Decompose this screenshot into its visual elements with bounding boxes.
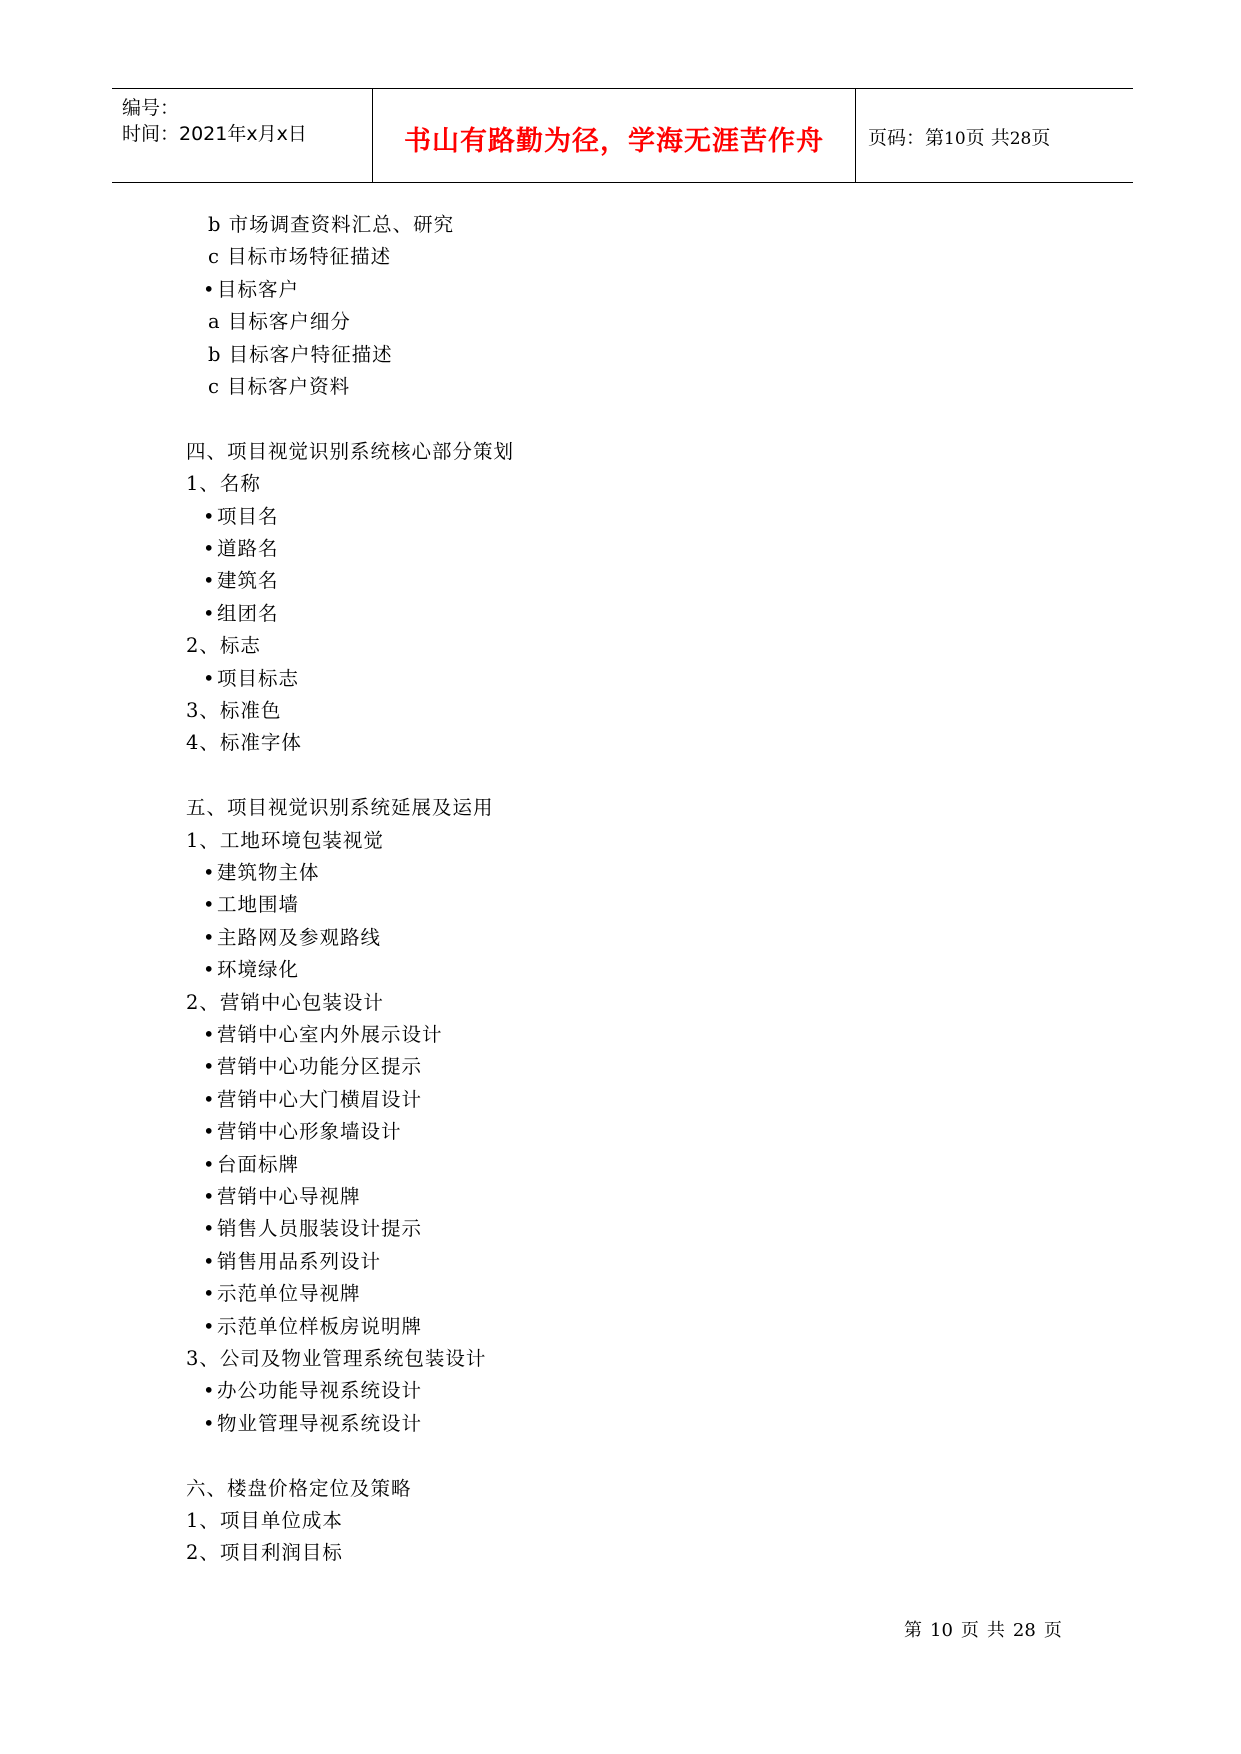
item-text: 工地围墙 [217,893,300,917]
item-text: 营销中心功能分区提示 [217,1055,423,1079]
bullet-item [203,1149,299,1181]
footer-current: 10 [930,1620,953,1641]
bullet-item [203,1408,422,1440]
bullet-icon: • [203,666,216,690]
item-text: 四、项目视觉识别系统核心部分策划 [186,439,515,463]
bullet-icon: • [203,1249,216,1273]
footer-gong: 共 [986,1620,1005,1641]
item-text: 主路网及参观路线 [217,925,382,949]
page-footer [904,1616,1070,1642]
numbered-item [186,727,302,759]
item-text: 2、标志 [186,634,261,658]
bullet-item [203,954,299,986]
bullet-item [203,501,279,533]
item-text: 营销中心大门横眉设计 [217,1087,423,1111]
bullet-icon: • [203,601,216,625]
item-text: 2、项目利润目标 [186,1541,343,1565]
page-label: 页码：第 [868,127,945,149]
numbered-item [186,987,384,1019]
item-text: 示范单位导视牌 [217,1282,361,1306]
item-text: c 目标客户资料 [208,375,351,398]
bullet-item [203,1084,422,1116]
header-page-cell [856,89,1133,182]
item-text: 3、公司及物业管理系统包装设计 [186,1347,487,1370]
item-text: 六、楼盘价格定位及策略 [186,1476,412,1500]
bullet-item [203,598,279,630]
item-text: 物业管理导视系统设计 [217,1411,423,1435]
item-text: 营销中心室内外展示设计 [217,1023,443,1046]
bullet-item [203,1019,443,1051]
item-text: b 目标客户特征描述 [208,342,393,366]
sub-item [208,371,350,403]
item-text: 2、营销中心包装设计 [186,990,384,1014]
numbered-item [186,695,281,727]
section-heading [186,1473,412,1505]
bullet-icon: • [203,1023,216,1046]
bullet-item [203,1116,402,1148]
bullet-item [203,1278,361,1310]
sub-item [208,241,391,273]
item-text: 营销中心形象墙设计 [217,1120,402,1144]
numbered-item [186,825,384,857]
item-text: 营销中心导视牌 [217,1185,361,1208]
numbered-item [186,1343,486,1375]
bullet-icon: • [203,861,216,884]
bullet-item [203,1375,422,1407]
bullet-item [203,1246,381,1278]
item-text: 3、标准色 [186,699,282,722]
page-total: 28 [1009,129,1032,149]
bullet-icon: • [203,1152,216,1176]
item-text: c 目标市场特征描述 [208,245,392,269]
numbered-item [186,1537,343,1569]
bullet-icon: • [203,569,216,593]
footer-di: 第 [904,1620,922,1641]
sub-item [208,306,351,338]
bullet-icon: • [203,504,216,528]
item-text: 1、项目单位成本 [186,1509,343,1532]
bullet-icon: • [203,1087,216,1111]
header-page-info [868,123,1050,150]
page-end: 页 [1031,127,1051,149]
bullet-item [203,565,279,597]
bullet-icon: • [203,1055,216,1079]
item-text: a 目标客户细分 [208,310,351,334]
document-number-label: 编号： [122,97,180,119]
item-text: 项目名 [217,504,279,528]
sub-item [208,209,454,241]
header-motto-cell [372,89,856,182]
section-heading [186,436,514,468]
item-text: 建筑名 [217,569,279,593]
item-text: 示范单位样板房说明牌 [217,1314,423,1338]
item-text: 办公功能导视系统设计 [217,1379,423,1403]
page-mid: 页 共 [965,127,1010,149]
bullet-icon: • [203,277,216,301]
bullet-icon: • [203,925,216,949]
bullet-item [203,1051,422,1083]
item-text: 台面标牌 [217,1152,300,1176]
document-header [112,88,1133,183]
document-time-label: 时间：2021年x月x日 [122,123,307,145]
item-text: 道路名 [217,537,279,560]
item-text: 销售人员服装设计提示 [217,1217,423,1241]
header-info-cell [112,89,372,182]
item-text: 销售用品系列设计 [217,1249,382,1273]
bullet-icon: • [203,958,216,982]
page-current: 10 [944,129,966,149]
item-text: 目标客户 [217,277,300,301]
item-text: b 市场调查资料汇总、研究 [208,213,455,236]
item-text: 1、工地环境包装视觉 [186,828,384,852]
bullet-icon: • [203,1185,216,1208]
section-heading [186,792,494,824]
bullet-item [203,1213,422,1245]
bullet-item [203,922,381,954]
bullet-icon: • [203,1217,216,1241]
numbered-item [186,468,261,500]
bullet-item [203,663,299,695]
numbered-item [186,1505,343,1537]
footer-ye-end: 页 [1043,1620,1062,1641]
sub-item [208,339,393,371]
bullet-icon: • [203,1379,216,1403]
item-text: 五、项目视觉识别系统延展及运用 [186,796,494,820]
bullet-item [203,1181,361,1213]
bullet-item [203,274,299,306]
bullet-item [203,857,320,889]
header-motto: 书山有路勤为径，学海无涯苦作舟 [404,126,824,157]
numbered-item [186,630,261,662]
item-text: 环境绿化 [217,958,300,982]
bullet-item [203,889,299,921]
bullet-icon: • [203,1411,216,1435]
bullet-icon: • [203,893,216,917]
bullet-icon: • [203,1282,216,1306]
item-text: 项目标志 [217,666,300,690]
item-text: 4、标准字体 [186,731,302,755]
bullet-icon: • [203,537,216,560]
bullet-item [203,533,279,565]
footer-total: 28 [1012,1620,1036,1641]
bullet-icon: • [203,1120,216,1144]
item-text: 1、名称 [186,472,261,496]
item-text: 建筑物主体 [217,861,320,884]
bullet-icon: • [203,1314,216,1338]
item-text: 组团名 [217,601,279,625]
footer-ye: 页 [960,1620,979,1641]
bullet-item [203,1311,422,1343]
